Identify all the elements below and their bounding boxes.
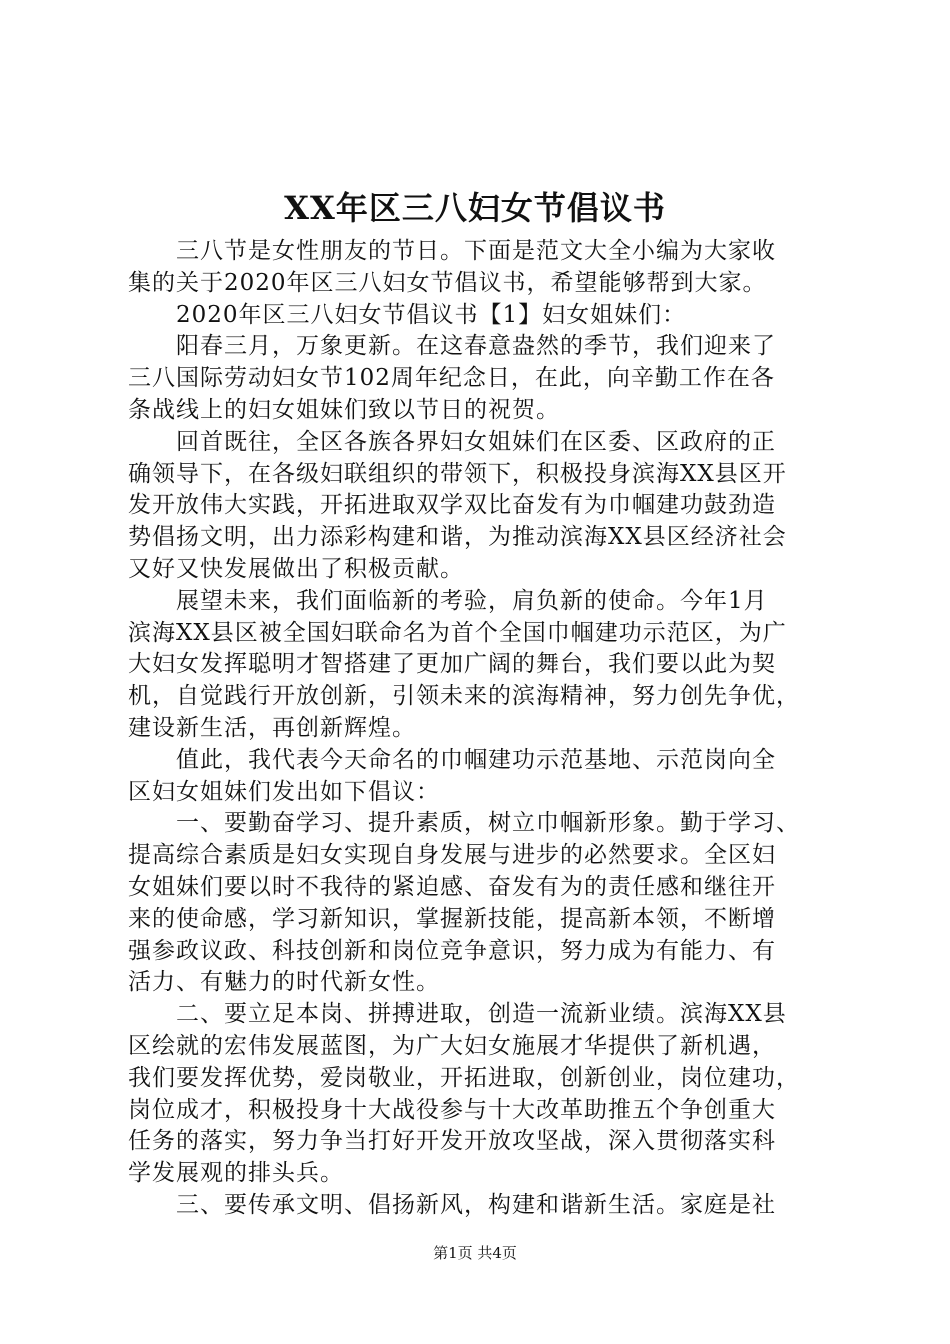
body-line: 提高综合素质是妇女实现自身发展与进步的必然要求。全区妇 xyxy=(128,842,776,869)
body-line: 三八国际劳动妇女节102周年纪念日，在此，向辛勤工作在各 xyxy=(128,365,775,392)
body-line: 集的关于2020年区三八妇女节倡议书，希望能够帮到大家。 xyxy=(128,269,767,296)
body-line: 建设新生活，再创新辉煌。 xyxy=(128,714,416,741)
body-line: 二、要立足本岗、拼搏进取，创造一流新业绩。滨海XX县 xyxy=(128,1001,787,1028)
body-line: 条战线上的妇女姐妹们致以节日的祝贺。 xyxy=(128,396,560,423)
page-footer: 第1页 共4页 xyxy=(433,1244,517,1262)
body-line: 区绘就的宏伟发展蓝图，为广大妇女施展才华提供了新机遇， xyxy=(128,1032,776,1059)
document-body xyxy=(128,236,828,1222)
body-line: 三八节是女性朋友的节日。下面是范文大全小编为大家收 xyxy=(128,238,776,264)
body-line: 势倡扬文明，出力添彩构建和谐，为推动滨海XX县区经济社会 xyxy=(128,524,787,551)
body-line: 展望未来，我们面临新的考验，肩负新的使命。今年1月 xyxy=(128,587,768,614)
body-line: 岗位成才，积极投身十大战役参与十大改革助推五个争创重大 xyxy=(128,1096,776,1123)
body-line: 任务的落实，努力争当打好开发开放攻坚战，深入贯彻落实科 xyxy=(128,1128,776,1155)
body-line: 回首既往，全区各族各界妇女姐妹们在区委、区政府的正 xyxy=(128,428,776,455)
body-line: 确领导下，在各级妇联组织的带领下，积极投身滨海XX县区开 xyxy=(128,460,787,487)
body-line: 阳春三月，万象更新。在这春意盎然的季节，我们迎来了 xyxy=(128,333,776,360)
body-line: 又好又快发展做出了积极贡献。 xyxy=(128,555,464,582)
body-line: 强参政议政、科技创新和岗位竞争意识，努力成为有能力、有 xyxy=(128,937,776,964)
body-line: 机，自觉践行开放创新，引领未来的滨海精神，努力创先争优， xyxy=(128,683,800,710)
body-line: 值此，我代表今天命名的巾帼建功示范基地、示范岗向全 xyxy=(128,746,776,773)
body-line: 学发展观的排头兵。 xyxy=(128,1160,344,1187)
body-line: 活力、有魅力的时代新女性。 xyxy=(128,969,440,996)
body-line: 滨海XX县区被全国妇联命名为首个全国巾帼建功示范区，为广 xyxy=(128,619,787,646)
document-title: XX年区三八妇女节倡议书 xyxy=(284,189,666,227)
body-line: 女姐妹们要以时不我待的紧迫感、奋发有为的责任感和继往开 xyxy=(128,873,776,900)
body-line: 我们要发挥优势，爱岗敬业，开拓进取，创新创业，岗位建功， xyxy=(128,1064,800,1091)
body-line: 发开放伟大实践，开拓进取双学双比奋发有为巾帼建功鼓劲造 xyxy=(128,492,776,519)
body-line: 大妇女发挥聪明才智搭建了更加广阔的舞台，我们要以此为契 xyxy=(128,651,776,678)
body-line: 一、要勤奋学习、提升素质，树立巾帼新形象。勤于学习、 xyxy=(128,810,800,837)
body-line: 来的使命感，学习新知识，掌握新技能，提高新本领，不断增 xyxy=(128,905,776,932)
body-line: 2020年区三八妇女节倡议书【1】妇女姐妹们： xyxy=(128,301,687,328)
body-line: 三、要传承文明、倡扬新风，构建和谐新生活。家庭是社 xyxy=(128,1191,776,1218)
body-line: 区妇女姐妹们发出如下倡议： xyxy=(128,778,440,805)
